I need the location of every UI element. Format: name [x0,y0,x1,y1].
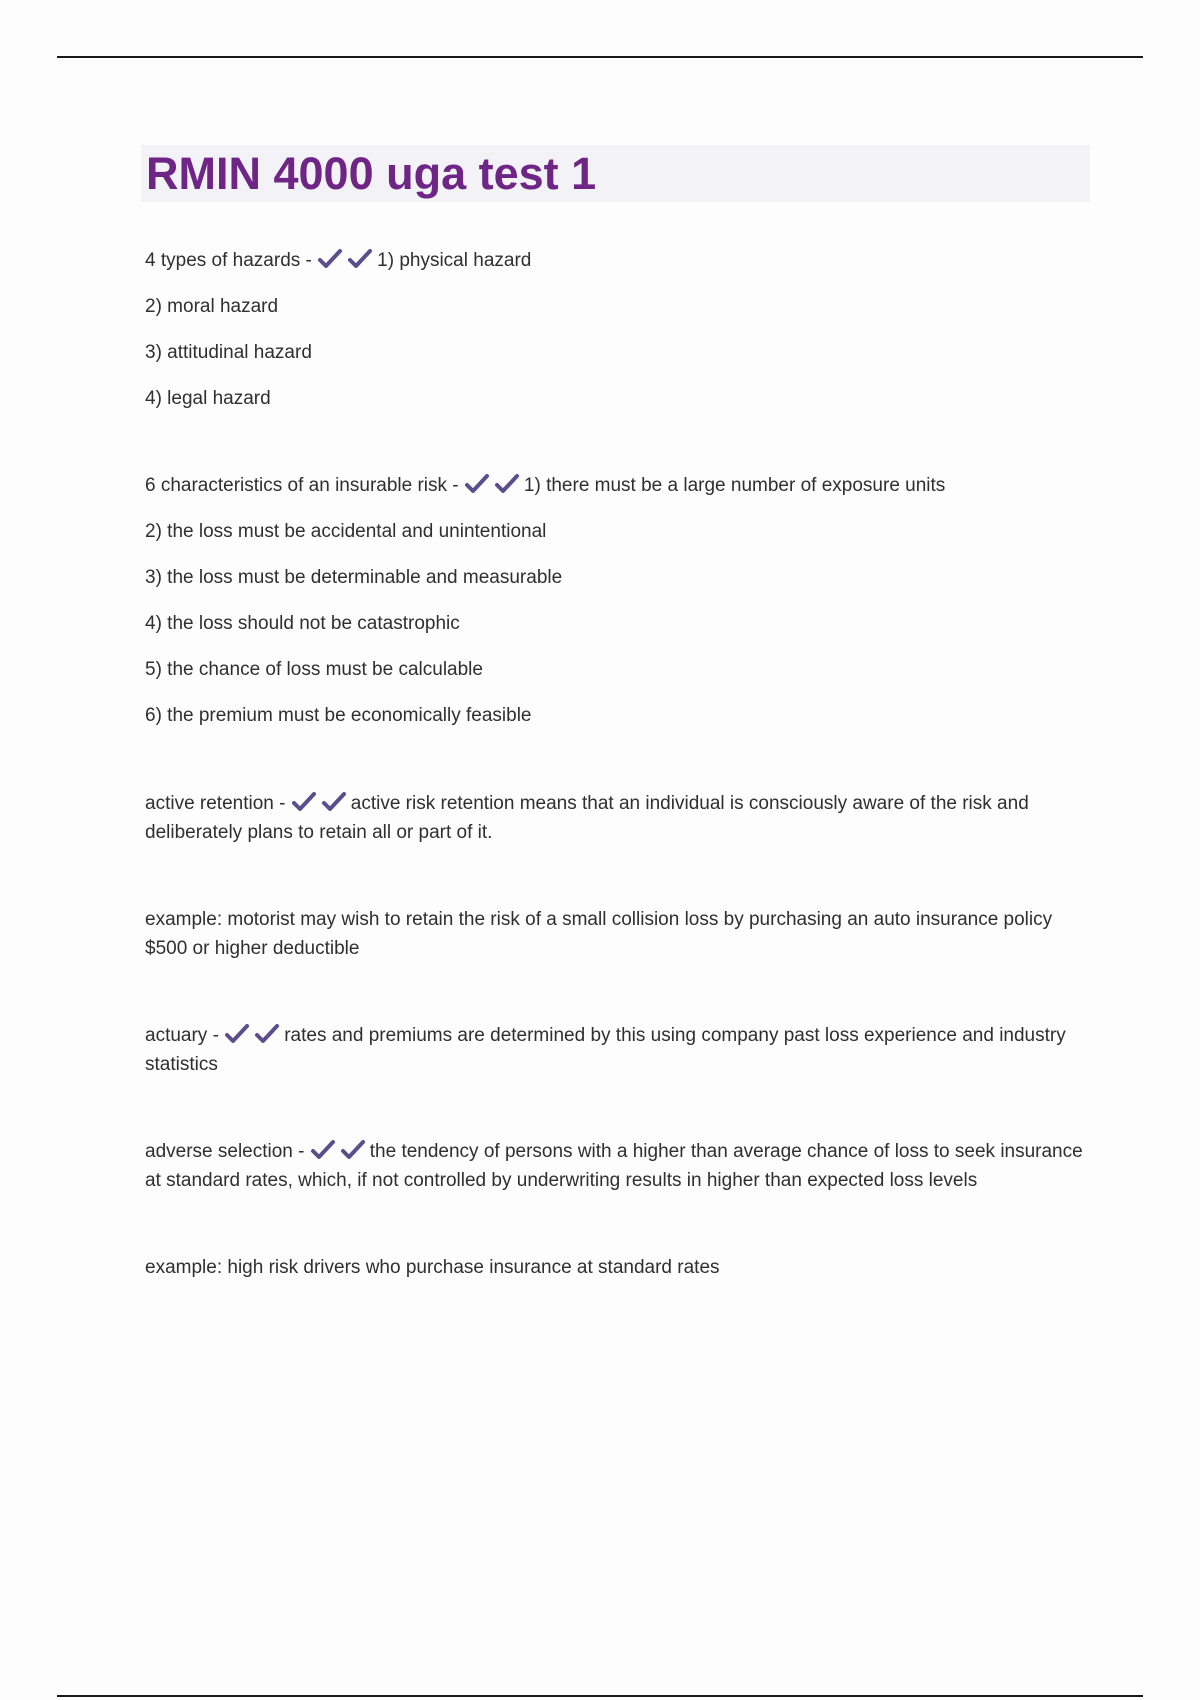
top-rule [57,56,1143,58]
card-term: actuary - [145,1025,225,1046]
card-answer-line: 1) physical hazard [377,250,532,271]
card-answer-line: 6) the premium must be economically feasible [145,705,532,726]
check-icon [321,791,347,813]
page-title: RMIN 4000 uga test 1 [146,148,597,199]
flashcard-actuary [145,1021,1090,1079]
card-answer-line: 2) moral hazard [145,296,279,317]
card-first-line [145,247,1090,275]
bottom-rule [57,1695,1143,1697]
flashcard-adverse-selection [145,1137,1090,1195]
card-definition-text: rates and premiums are determined by this using company past loss experience and industry statistics [145,1025,1066,1075]
card-definition-text: active risk retention means that an individual is consciously aware of the risk and deliberately plans to retain all or part of it. [145,793,1029,843]
card-definition [145,1137,1090,1195]
check-icon [340,1139,366,1161]
card-answer-line: 5) the chance of loss must be calculable [145,659,483,680]
card-text: example: high risk drivers who purchase insurance at standard rates [145,1257,720,1278]
card-answer-line: 2) the loss must be accidental and unintentional [145,521,547,542]
flashcard-active-retention [145,789,1090,847]
flashcard-example-motorist [145,905,1090,963]
card-answer-line: 4) legal hazard [145,388,271,409]
card-definition [145,1021,1090,1079]
card-definition [145,789,1090,847]
flashcard-insurable-risk [145,472,1090,730]
check-icon [347,248,373,270]
card-answer-line: 1) there must be a large number of exposure units [523,475,946,496]
card-first-line [145,472,1090,500]
check-icon [494,473,520,495]
flashcard-hazards [145,247,1090,413]
card-term: 4 types of hazards - [145,250,318,271]
check-icon [224,1023,250,1045]
card-term: active retention - [145,793,291,814]
flashcard-example-high-risk [145,1253,1090,1282]
card-text: example: motorist may wish to retain the risk of a small collision loss by purchasing an auto insurance policy $500 or higher deductible [145,909,1053,959]
check-icon [254,1023,280,1045]
check-icon [317,248,343,270]
card-term: 6 characteristics of an insurable risk - [145,475,464,496]
flashcard-list [145,247,1090,1340]
check-icon [291,791,317,813]
card-answer-line: 4) the loss should not be catastrophic [145,613,460,634]
check-icon [310,1139,336,1161]
check-icon [464,473,490,495]
card-term: adverse selection - [145,1141,310,1162]
card-definition-text: the tendency of persons with a higher than average chance of loss to seek insurance at standard rates, which, if not controlled by underwriting results in higher than expected loss levels [145,1141,1083,1191]
card-answer-line: 3) attitudinal hazard [145,342,312,363]
card-answer-line: 3) the loss must be determinable and measurable [145,567,563,588]
